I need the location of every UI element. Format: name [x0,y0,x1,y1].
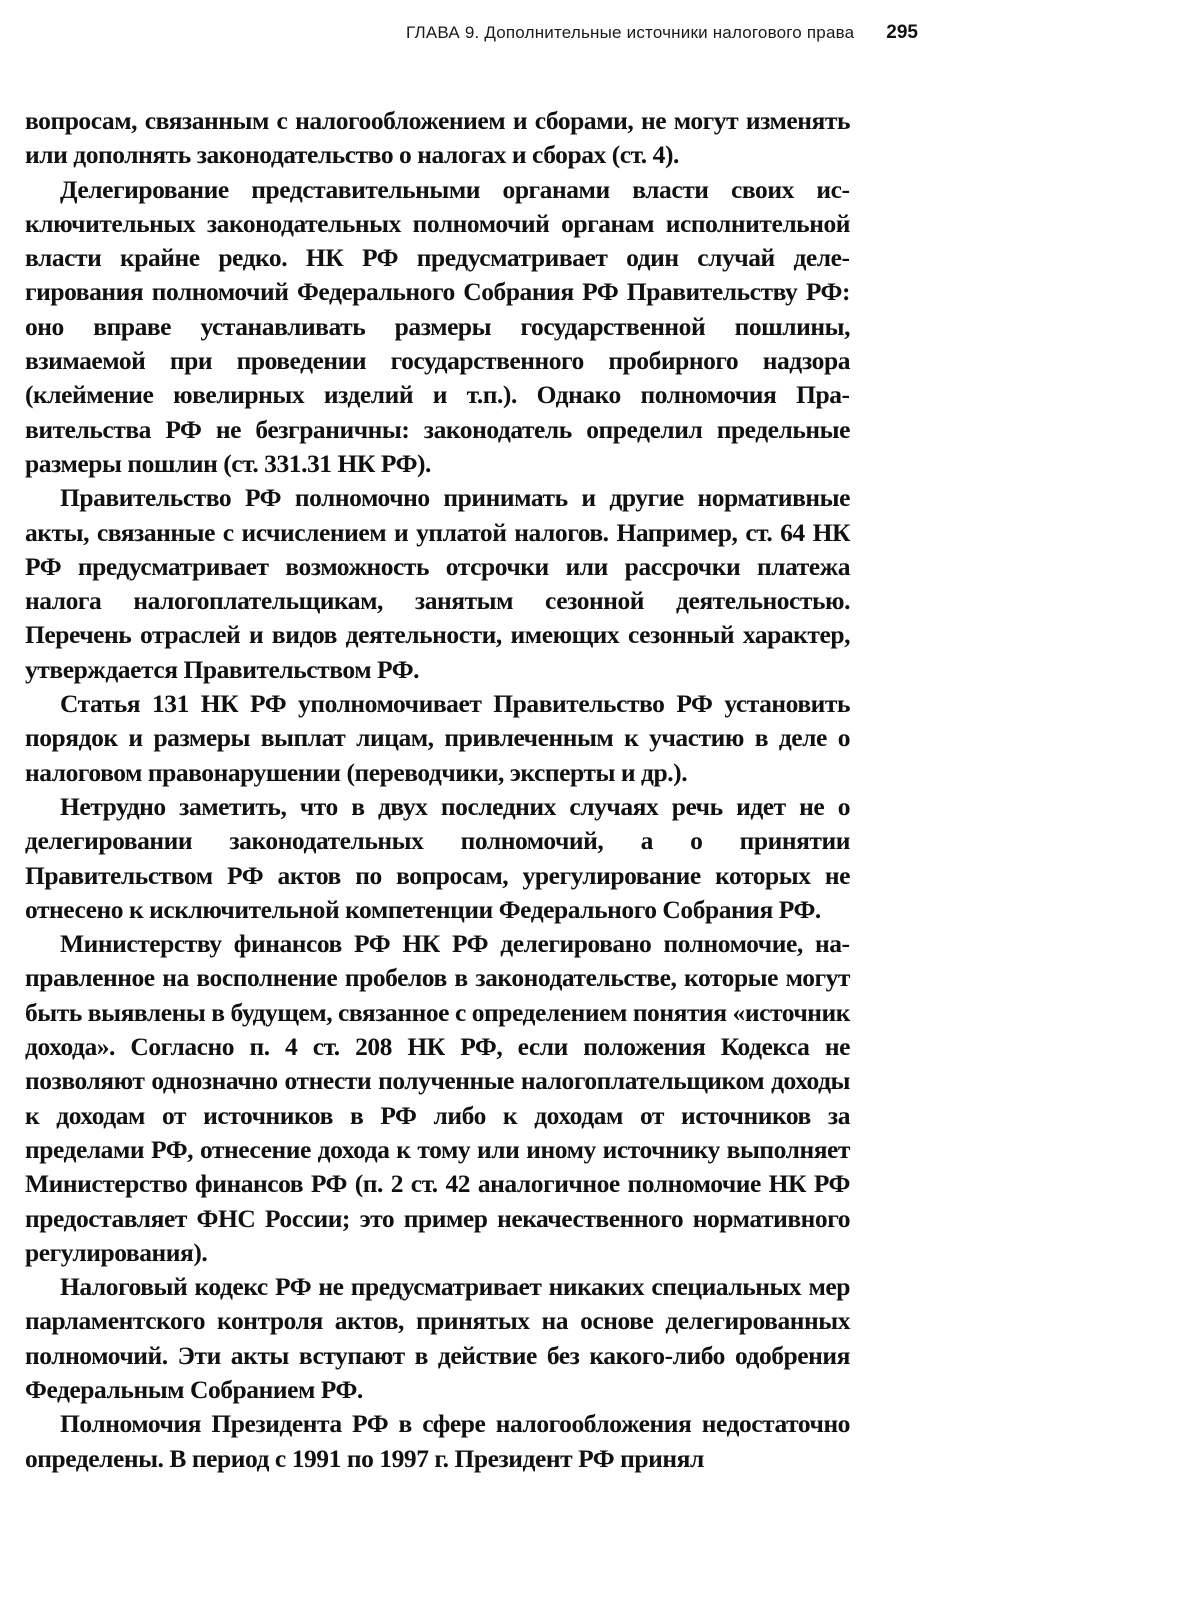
paragraph: Правительство РФ полномочно принимать и другие нормативные акты, связанные с исчислением и уплатой налогов. Например, ст. 64 НК РФ предусматривает возможность отсрочки или рассрочки платежа налога налогоплательщикам, занятым сезонной деятельностью. Перечень отраслей и видов деятельности, имеющих сезонный характер, утверждается Правительством РФ. [25,483,850,684]
paragraph: Министерству финансов РФ НК РФ делегировано полномочие, направленное на восполнение пробелов в законодательстве, которые могут быть выявлены в будущем, связанное с определением понятия «источник дохода». Согласно п. 4 ст. 208 НК РФ, если положения Кодекса не позволяют однозначно отнести полученные налогоплательщиком доходы к доходам от источников в РФ либо к доходам от источников за пределами РФ, отнесение дохода к тому или иному источнику выполняет Министерство финансов РФ (п. 2 ст. 42 аналогичное полномочие НК РФ предоставляет ФНС России; это пример некачественного нормативного регулирования). [25,929,850,1267]
paragraph: Статья 131 НК РФ уполномочивает Правительство РФ установить порядок и размеры выплат лицам, привлеченным к участию в деле о налоговом правонарушении (переводчики, эксперты и др.). [25,689,850,787]
paragraph: Полномочия Президента РФ в сфере налогообложения недостаточно определены. В период с 1991 по 1997 г. Президент РФ принял [25,1409,850,1473]
page-number: 295 [886,22,918,43]
running-header [250,22,918,44]
body-text [25,104,850,1476]
paragraph: Нетрудно заметить, что в двух последних случаях речь идет не о делегировании законодательных полномочий, а о принятии Правительством РФ актов по вопросам, урегулирование которых не отнесено к исключительной компетенции Федерального Собрания РФ. [25,791,850,924]
chapter-title: ГЛАВА 9. Дополнительные источники налогового права [406,23,855,42]
paragraph: Налоговый кодекс РФ не предусматривает никаких специальных мер парламентского контроля актов, принятых на основе делегированных полномочий. Эти акты вступают в действие без какого-либо одобрения Федеральным Собранием РФ. [25,1272,850,1404]
paragraph-continued: вопросам, связанным с налогообложением и сборами, не могут изменять или дополнять законодательство о налогах и сборах (ст. 4). [25,106,850,170]
paragraph: Делегирование представительными органами власти своих исключительных законодательных полномочий органам исполнительной власти крайне редко. НК РФ предусматривает один случай делегирования полномочий Федерального Собрания РФ Правительству РФ: оно вправе устанавливать размеры государственной пошлины, взимаемой при проведении государственного пробирного надзора (клеймение ювелирных изделий и т.п.). Однако полномочия Правительства РФ не безграничны: законодатель определил предельные размеры пошлин (ст. 331.31 НК РФ). [25,174,850,478]
